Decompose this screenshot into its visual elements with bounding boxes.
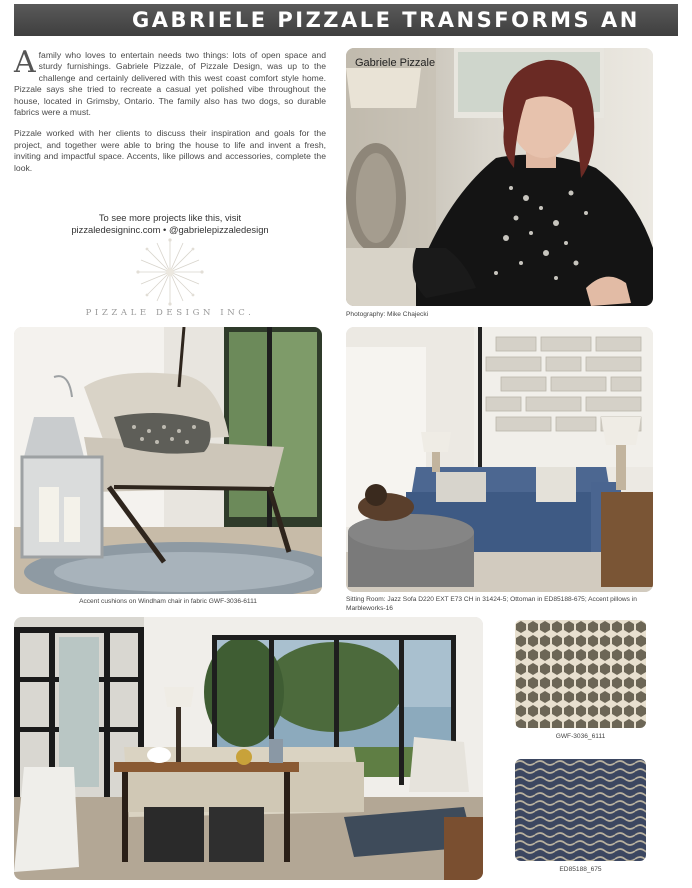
living-room-photo [14, 617, 483, 880]
starburst-logo-icon [130, 236, 210, 308]
callout-line-2[interactable]: pizzaledesigninc.com • @gabrielepizzaledesign [71, 224, 269, 235]
website-callout [14, 212, 326, 236]
article-title: GABRIELE PIZZALE TRANSFORMS AN [132, 8, 640, 32]
accent-chair-photo [14, 327, 322, 594]
swatch-code-1: GWF-3036_6111 [555, 733, 606, 740]
paragraph-1 [14, 45, 326, 118]
chair-caption: Accent cushions on Windham chair in fabric GWF-3036-6111 [79, 598, 257, 605]
portrait-name-label: Gabriele Pizzale [355, 57, 436, 69]
swatch-code-2: ED85188_675 [559, 866, 602, 873]
fabric-swatch-wave [515, 759, 646, 861]
article-body [14, 45, 326, 184]
paragraph-1-text: family who loves to entertain needs two things: lots of open space and sturdy furnishings. Gabriele Pizzale, of Pizzale Design, was up to the challenge and certainly delivered with this west coast comfort style home. Pizzale says she tried to recreate a casual yet polished vibe throughout the house, located in Grimsby, Ontario. The family also has two dogs, so durable fabrics were a must. [14, 50, 326, 118]
designer-portrait-photo [346, 48, 653, 306]
callout-line-1: To see more projects like this, visit [98, 212, 242, 223]
drop-cap: A [14, 45, 36, 80]
photo-credit: Photography: Mike Chajecki [346, 311, 429, 318]
sitting-room-caption: Sitting Room: Jazz Sofa D220 EXT E73 CH in 31424-5; Ottoman in ED85188-675; Accent pillows in Marbleworks-16 [346, 596, 637, 612]
sitting-room-photo [346, 327, 653, 592]
fabric-swatch-hexagon [515, 620, 646, 728]
paragraph-2: Pizzale worked with her clients to discuss their inspiration and goals for the project, and together were able to bring the house to life and invent a fresh, inviting and impactful space. Accents, like pillows and accessories, complete the look. [14, 128, 326, 173]
article-title-banner [14, 4, 678, 36]
company-logo-text: PIZZALE DESIGN INC. [85, 308, 255, 318]
